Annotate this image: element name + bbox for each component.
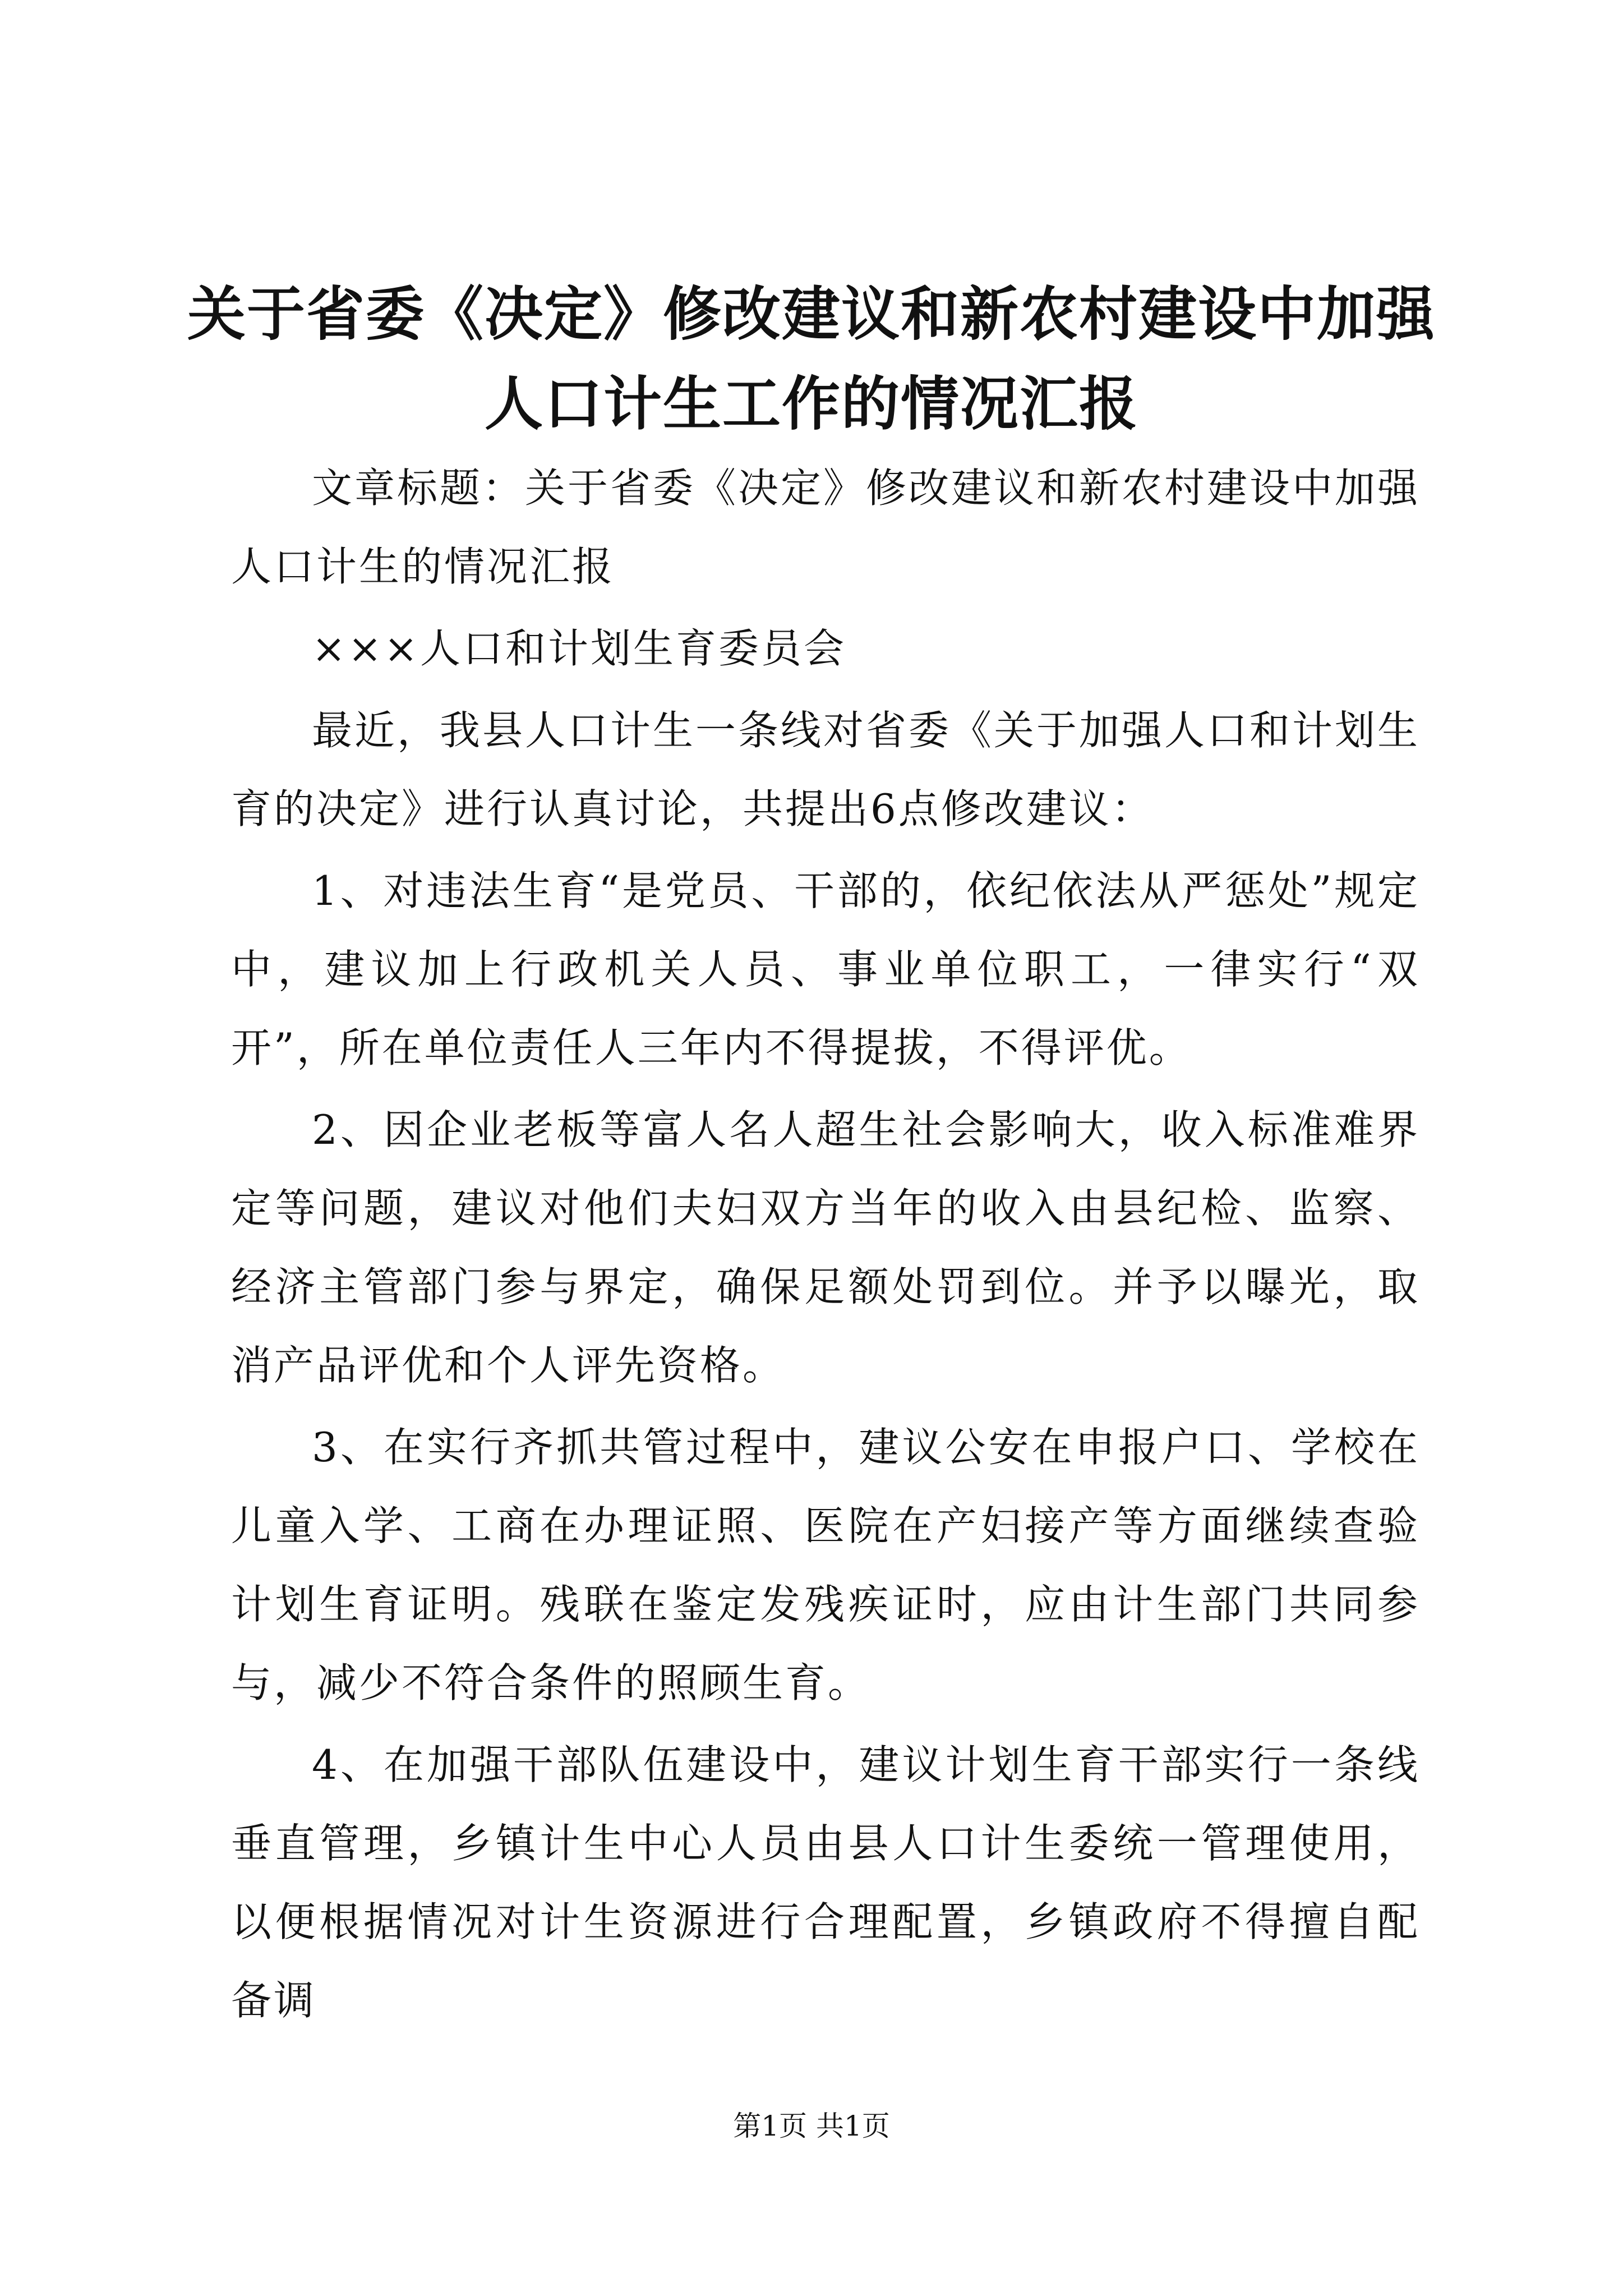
paragraph-article-title: 文章标题：关于省委《决定》修改建议和新农村建设中加强人口计生的情况汇报	[231, 464, 1421, 590]
paragraph-item-3: 3、在实行齐抓共管过程中，建议公安在申报户口、学校在儿童入学、工商在办理证照、医院在产妇接产等方面继续查验计划生育证明。残联在鉴定发残疾证时，应由计生部门共同参与，减少不符合条件的照顾生育。	[231, 1424, 1420, 1706]
paragraph-author: ×××人口和计划生育委员会	[312, 625, 846, 672]
paragraph-item-2: 2、因企业老板等富人名人超生社会影响大，收入标准难界定等问题，建议对他们夫妇双方当年的收入由县纪检、监察、经济主管部门参与界定，确保足额处罚到位。并予以曝光，取消产品评优和个人评先资格。	[231, 1106, 1420, 1389]
document-body	[231, 449, 1420, 2043]
paragraph-item-4: 4、在加强干部队伍建设中，建议计划生育干部实行一条线垂直管理，乡镇计生中心人员由县人口计生委统一管理使用，以便根据情况对计生资源进行合理配置，乡镇政府不得擅自配备调	[231, 1741, 1420, 2024]
document-title: 关于省委《决定》修改建议和新农村建设中加强人口计生工作的情况汇报	[187, 279, 1436, 438]
paragraph-intro: 最近，我县人口计生一条线对省委《关于加强人口和计划生育的决定》进行认真讨论，共提出6点修改建议：	[231, 707, 1421, 832]
paragraph-item-1: 1、对违法生育“是党员、干部的，依纪依法从严惩处”规定中，建议加上行政机关人员、事业单位职工，一律实行“双开”，所在单位责任人三年内不得提拔，不得评优。	[231, 867, 1420, 1071]
page-footer: 第1页 共1页	[733, 2110, 890, 2142]
